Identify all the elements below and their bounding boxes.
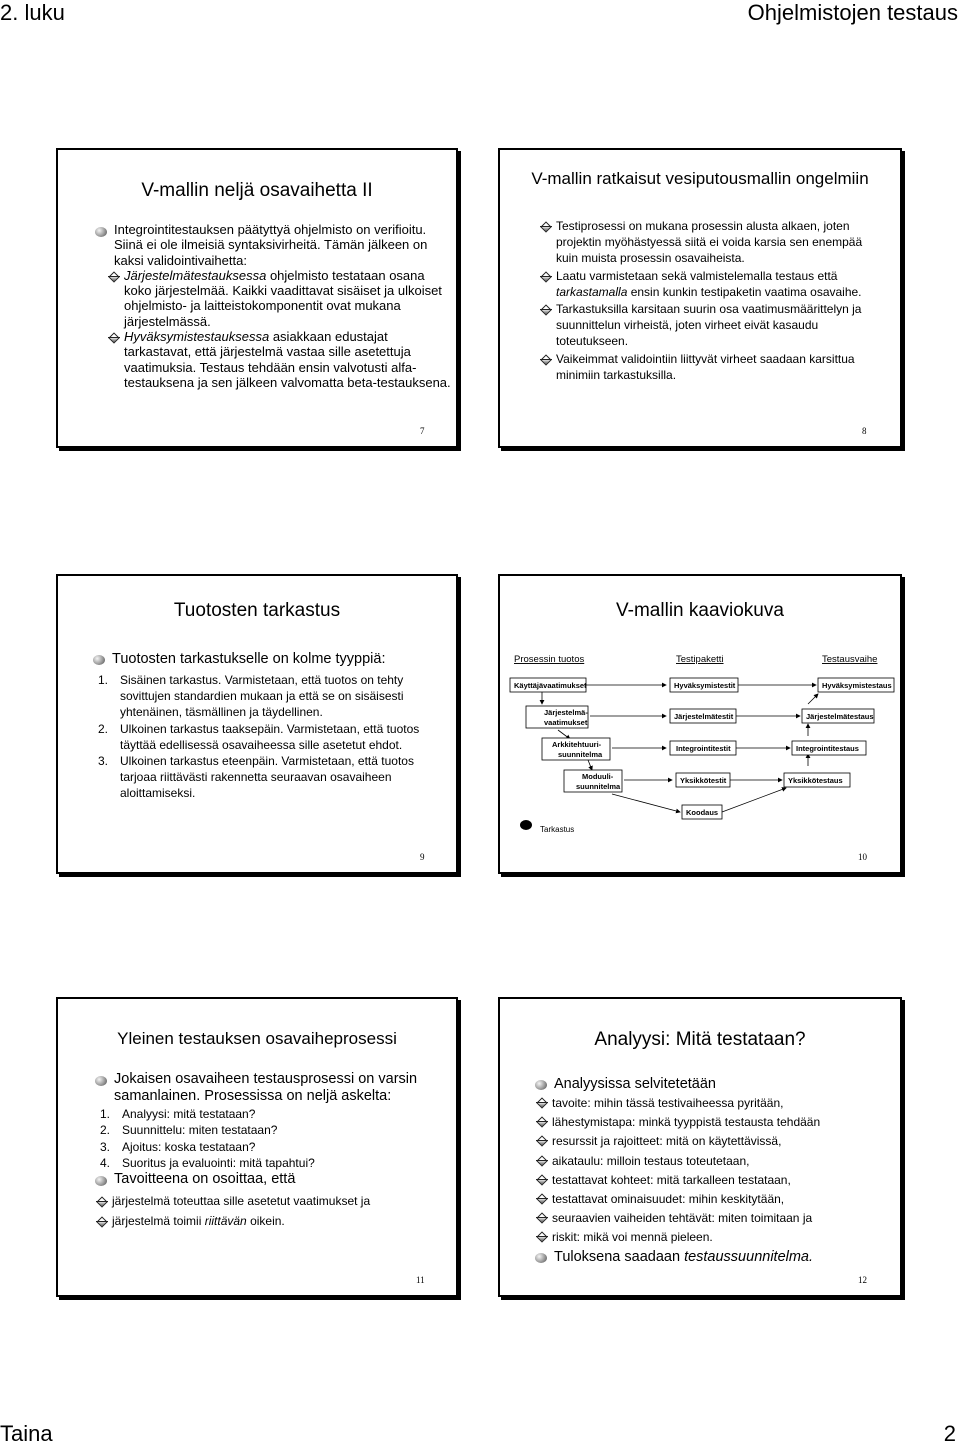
process-node: suunnitelma [558, 750, 603, 759]
list-item: 2. Suunnittelu: miten testataan? [100, 1123, 278, 1138]
process-node: Arkkitehtuuri- [552, 740, 602, 749]
header-chapter: 2. luku [0, 0, 65, 25]
slide-number: 12 [858, 1275, 867, 1285]
col-header: Prosessin tuotos [514, 654, 585, 665]
slide-12 [498, 997, 902, 1297]
sub-bullet: testattavat ominaisuudet: mihin keskitytään, [536, 1190, 877, 1209]
sub-bullet: tavoite: mihin tässä testivaiheessa pyritään, [536, 1094, 877, 1113]
slide-number: 7 [420, 426, 425, 436]
process-node: Moduuli- [582, 772, 614, 781]
sub-bullet: Laatu varmistetaan sekä valmistelemalla testaus että tarkastamalla ensin kunkin testipaketin vaatima osavaihe. [540, 268, 885, 300]
legend-label: Tarkastus [540, 825, 575, 834]
sub-bullet: järjestelmä toimii riittävän oikein. [96, 1213, 442, 1229]
sub-bullet: aikataulu: milloin testaus toteutetaan, [536, 1152, 877, 1171]
process-node: suunnitelma [576, 782, 621, 791]
phase-node: Järjestelmätestaus [806, 712, 874, 721]
footer-author: Taina [0, 1421, 53, 1446]
slide-title: V-mallin neljä osavaihetta II [141, 180, 373, 201]
sub-bullet: Vaikeimmat validointiin liittyvät virheet saadaan karsittua minimiin tarkastuksilla. [540, 351, 885, 383]
phase-node: Yksikkötestaus [788, 776, 843, 785]
slide-title: V-mallin kaaviokuva [616, 600, 784, 621]
package-node: Järjestelmätestit [674, 712, 734, 721]
bullet: Tavoitteena on osoittaa, että [92, 1171, 442, 1188]
list-item: 4. Suoritus ja evaluointi: mitä tapahtui? [100, 1156, 315, 1171]
package-node: Integrointitestit [676, 744, 731, 753]
sub-bullet: riskit: mikä voi mennä pieleen. [536, 1228, 877, 1247]
bullet: Tuloksena saadaan testaussuunnitelma. [532, 1248, 877, 1267]
sub-bullet: lähestymistapa: minkä tyyppistä testausta tehdään [536, 1113, 877, 1132]
bullet: Integrointitestauksen päätyttyä ohjelmisto on verifioitu. Siinä ei ole ilmeisiä syntaksivirheitä. Tämän jälkeen on kaksi validointivaihetta: [92, 222, 452, 268]
v-model-diagram [500, 576, 900, 872]
col-header: Testipaketti [676, 654, 724, 665]
footer-page-number: 2 [943, 1421, 956, 1446]
slide-number: 11 [416, 1275, 425, 1285]
bullet: Analyysissa selvitetetään [532, 1075, 877, 1094]
slide-10 [498, 574, 902, 874]
slide-9 [56, 574, 458, 874]
sub-bullet: Hyväksymistestauksessa asiakkaan edustajat tarkastavat, että järjestelmä vastaa sille asetettuja vaatimuksia. Testaus tehdään ensin valvotusti alfa-testauksena ja sen jälkeen valvomatta beta-testauksena. [108, 329, 452, 390]
list-item: 2. Ulkoinen tarkastus taaksepäin. Varmistetaan, että tuotos täyttää edellisessä osavaiheessa sille asetetut ehdot. [98, 721, 420, 752]
slide-title: V-mallin ratkaisut vesiputousmallin ongelmiin [531, 169, 869, 188]
list-item: 3. Ajoitus: koska testataan? [100, 1139, 256, 1154]
phase-node: Integrointitestaus [796, 744, 859, 753]
process-node: Käyttäjävaatimukset [514, 681, 587, 690]
sub-bullet: Tarkastuksilla karsitaan suurin osa vaatimusmäärittelyn ja suunnittelun virheistä, joten virheet eivät kasaudu toteutukseen. [540, 301, 885, 350]
slide-title: Analyysi: Mitä testataan? [594, 1029, 806, 1050]
bullet: Jokaisen osavaiheen testausprosessi on varsin samanlainen. Prosessissa on neljä askelta: [92, 1071, 442, 1106]
package-node: Yksikkötestit [680, 776, 727, 785]
package-node: Hyväksymistestit [674, 681, 736, 690]
process-node: vaatimukset [544, 718, 588, 727]
sub-bullet: järjestelmä toteuttaa sille asetetut vaatimukset ja [96, 1193, 442, 1209]
slide-title: Yleinen testauksen osavaiheprosessi [117, 1029, 397, 1048]
slide-7 [56, 148, 458, 448]
sub-bullet: resurssit ja rajoitteet: mitä on käytettävissä, [536, 1132, 877, 1151]
slide-title: Tuotosten tarkastus [173, 600, 341, 621]
slide-8 [498, 148, 902, 448]
slide-number: 10 [858, 852, 867, 862]
sub-bullet: seuraavien vaiheiden tehtävät: miten toimitaan ja [536, 1209, 877, 1228]
sub-bullet: Järjestelmätestauksessa ohjelmisto testataan osana koko järjestelmää. Kaikki vaadittavat sisäiset ja ulkoiset ohjelmisto- ja laitteistokomponentit ovat mukana järjestelmässä. [108, 268, 452, 329]
header-course: Ohjelmistojen testaus [747, 0, 958, 25]
col-header: Testausvaihe [822, 654, 878, 665]
sub-bullet: testattavat kohteet: mitä tarkalleen testataan, [536, 1171, 877, 1190]
list-item: 1. Analyysi: mitä testataan? [100, 1106, 256, 1121]
slide-number: 9 [420, 852, 425, 862]
sub-bullet: Testiprosessi on mukana prosessin alusta alkaen, joten projektin myöhästyessä siitä ei voida karsia sen enempää kuin muista prosessin osavaiheista. [540, 218, 885, 267]
bottom-node: Koodaus [686, 808, 719, 817]
list-item: 3. Ulkoinen tarkastus eteenpäin. Varmistetaan, että tuotos tarjoaa riittävästi rakennetta seuraavan osavaiheen aloittamiseksi. [98, 754, 414, 801]
list-item: 1. Sisäinen tarkastus. Varmistetaan, että tuotos on tehty sovittujen standardien mukaan ja että se on sisäisesti yhtenäinen, täsmällinen ja täydellinen. [98, 673, 404, 720]
process-node: Järjestelmä- [544, 708, 588, 717]
bullet: Tuotosten tarkastukselle on kolme tyyppiä: [90, 650, 440, 668]
phase-node: Hyväksymistestaus [822, 681, 892, 690]
slide-number: 8 [862, 426, 867, 436]
slide-11 [56, 997, 458, 1297]
